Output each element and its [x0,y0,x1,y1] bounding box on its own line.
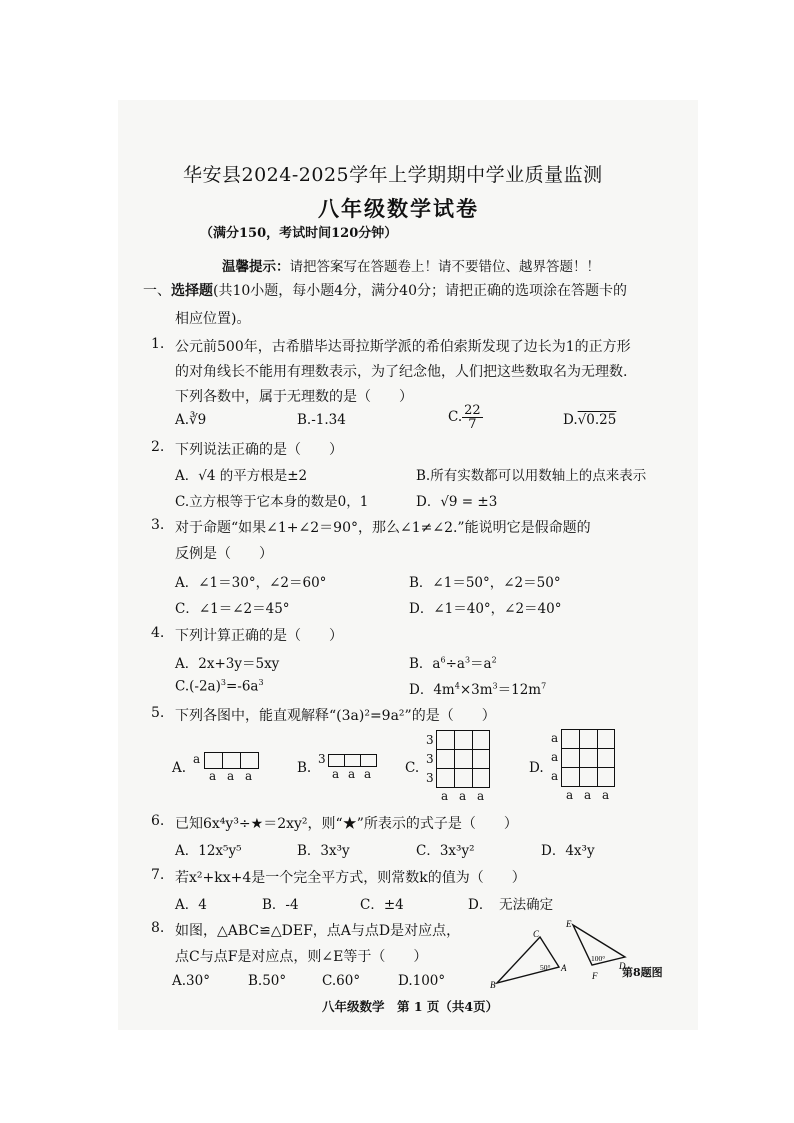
exam-subtitle: （满分150，考试时间120分钟） [200,226,398,241]
label-d: D [619,961,626,971]
q6-option-d: D．4x³y [541,843,595,859]
q2-option-d: D．√9 = ±3 [416,494,498,510]
grid-cell [344,754,361,767]
q8-option-d: D.100° [398,973,446,989]
notice-text: 请把答案写在答题卷上！请不要错位、越界答题！！ [289,259,600,275]
q4-d-exp: 4 [454,681,460,691]
grid-cell [579,748,598,768]
q6-option-b: B．3x³y [297,843,350,859]
q3-line1: 对于命题“如果∠1+∠2＝90°，那么∠1≠∠2.”能说明它是假命题的 [175,520,591,536]
q1-b-math: 3̇4̇ [328,412,346,428]
q2-option-b: B.所有实数都可以用数轴上的点来表示 [416,468,647,484]
grid-cell [579,767,598,787]
exam-name: 八年级数学试卷 [318,196,479,221]
grid-cell [436,749,455,769]
q4-stem: 下列计算正确的是（ ） [175,628,343,644]
q4-c-part: C.(-2a) [175,678,221,695]
q5-c-side-label: 3 [426,771,434,785]
q5-d-side-label: a [551,750,559,764]
q4-d-exp: 7 [541,681,547,691]
q4-d-part: ＝12m [497,682,542,698]
q8-option-a: A.30° [172,973,210,989]
grid-cell [454,749,473,769]
q1-c-denominator: 7 [468,417,477,432]
q2-option-a: A．√4 的平方根是±2 [175,468,308,484]
page-footer: 八年级数学 第 1 页（共4页） [322,999,499,1014]
q4-d-exp: 3 [492,681,498,691]
q5-d-side-label: a [551,731,559,745]
q4-c-exp: 3 [258,678,264,687]
grid-cell [472,768,490,788]
q3-option-c: C．∠1＝∠2＝45° [175,601,290,617]
q5-a-bottom-label: a [245,769,253,783]
q1-c-label: C. [448,409,463,425]
label-c: C [533,929,540,939]
q8-line1: 如图，△ABC≌△DEF，点A与点D是对应点， [175,923,461,939]
q5-number: 5. [151,705,165,721]
q5-c-side-label: 3 [426,733,434,747]
q1-option-b [297,412,346,428]
section1-heading [143,280,627,300]
grid-cell [222,752,241,769]
q4-d-part: ×3m [459,682,493,698]
q4-d-part: D．4m [409,682,455,698]
q1-d-label: D. [563,412,578,428]
q7-option-a: A．4 [175,897,207,913]
q4-option-b [409,652,497,672]
q7-stem: 若x²+kx+4是一个完全平方式，则常数k的值为（ ） [175,870,526,886]
triangle-abc [497,937,559,983]
grid-cell [561,729,580,749]
section-label: 选择题 [171,283,213,299]
grid-cell [597,729,615,749]
q7-option-c: C．±4 [360,897,404,913]
q1-number: 1. [151,336,165,352]
q1-c-fraction [462,404,483,431]
q6-option-c: C．3x³y² [416,843,475,859]
q5-a-bottom-label: a [209,769,217,783]
section-prefix: 一、 [143,283,171,299]
q1-option-c [448,404,483,431]
q1-c-numerator: 22 [464,403,481,418]
q1-line1: 公元前500年，古希腊毕达哥拉斯学派的希伯索斯发现了边长为1的正方形 [175,339,631,355]
q7-number: 7. [151,867,165,883]
q5-c-side-label: 3 [426,752,434,766]
q1-b-label: B.-1. [297,412,329,428]
q5-b-bottom-label: a [364,767,372,781]
q8-option-c: C.60° [322,973,361,989]
q5-option-d-label: D. [529,760,544,776]
q1-d-math: √0.25 [577,412,617,428]
q5-c-bottom-label: a [441,789,449,803]
q5-b-side-label: 3 [318,752,326,766]
q1-a-math: ∛9 [189,412,207,428]
grid-cell [328,754,345,767]
q5-d-bottom-label: a [602,788,610,802]
q4-option-c [175,678,264,695]
q3-option-d: D．∠1＝40°，∠2＝40° [409,601,562,617]
q4-b-exp: 3 [464,655,471,665]
q1-option-d [563,412,616,428]
q5-c-bottom-label: a [459,789,467,803]
q7-option-d: D． 无法确定 [468,897,554,913]
q5-option-a-label: A. [172,760,187,776]
q2-stem: 下列说法正确的是（ ） [175,442,343,458]
q5-c-bottom-label: a [477,789,485,803]
notice-label: 温馨提示： [222,259,290,275]
q8-option-b: B.50° [248,973,287,989]
label-f: F [592,971,598,981]
q3-line2: 反例是（ ） [175,546,273,562]
q4-option-a: A．2x+3y＝5xy [175,656,280,672]
q5-option-b-label: B. [297,760,312,776]
q5-d-bottom-label: a [566,788,574,802]
q5-option-c-label: C. [405,760,420,776]
angle-a-label: 50° [540,963,551,972]
q4-b-part: ÷a [445,656,465,672]
grid-cell [454,730,473,750]
grid-cell [240,752,259,769]
q4-b-exp: 2 [491,655,497,665]
q8-number: 8. [151,920,165,936]
q1-line2: 的对角线长不能用有理数表示，为了纪念他，人们把这些数取名为无理数. [175,364,628,380]
q5-d-side-label: a [551,769,559,783]
q4-b-exp: 6 [440,655,446,665]
q2-number: 2. [151,439,165,455]
section1-desc-line2: 相应位置)。 [175,311,251,327]
grid-cell [436,730,455,750]
label-e: E [566,919,572,929]
grid-cell [472,749,490,769]
grid-cell [597,767,615,787]
q4-number: 4. [151,625,165,641]
q5-a-bottom-label: a [227,769,235,783]
q4-c-part: =-6a [225,678,259,695]
grid-cell [579,729,598,749]
q3-option-a: A．∠1＝30°，∠2＝60° [175,575,327,591]
q5-b-bottom-label: a [332,767,340,781]
exam-title: 华安县2024-2025学年上学期期中学业质量监测 [183,164,603,186]
grid-cell [360,754,377,767]
q6-stem: 已知6x⁴y³÷★＝2xy²，则“★”所表示的式子是（ ） [175,816,518,832]
grid-cell [597,748,615,768]
q4-b-part: B．a [409,656,441,672]
q4-b-part: ＝a [470,656,492,672]
grid-cell [436,768,455,788]
q3-option-b: B．∠1＝50°，∠2＝50° [409,575,561,591]
q8-figure-caption: 第8题图 [622,966,663,979]
notice [222,255,600,275]
grid-cell [561,767,580,787]
q1-option-a [175,412,206,428]
q2-option-c: C.立方根等于它本身的数是0，1 [175,494,369,510]
q1-a-label: A. [175,412,190,428]
label-a: A [561,963,567,973]
q5-b-bottom-label: a [348,767,356,781]
grid-cell [561,748,580,768]
q6-option-a: A．12x⁵y⁵ [175,843,242,859]
q1-line3: 下列各数中，属于无理数的是（ ） [175,389,413,405]
grid-cell [454,768,473,788]
q8-line2: 点C与点F是对应点，则∠E等于（ ） [175,949,428,965]
grid-cell [472,730,490,750]
angle-f-label: 100° [591,954,606,963]
q3-number: 3. [151,517,165,533]
q7-option-b: B．-4 [262,897,299,913]
q4-option-d [409,678,546,698]
section-desc-line1: (共10小题，每小题4分，满分40分；请把正确的选项涂在答题卡的 [213,283,627,299]
label-b: B [490,980,496,990]
q5-a-side-label: a [193,752,201,766]
grid-cell [204,752,223,769]
q4-c-exp: 3 [220,678,226,687]
q6-number: 6. [151,813,165,829]
q5-d-bottom-label: a [584,788,592,802]
q5-stem: 下列各图中，能直观解释“(3a)²=9a²”的是（ ） [175,708,496,724]
